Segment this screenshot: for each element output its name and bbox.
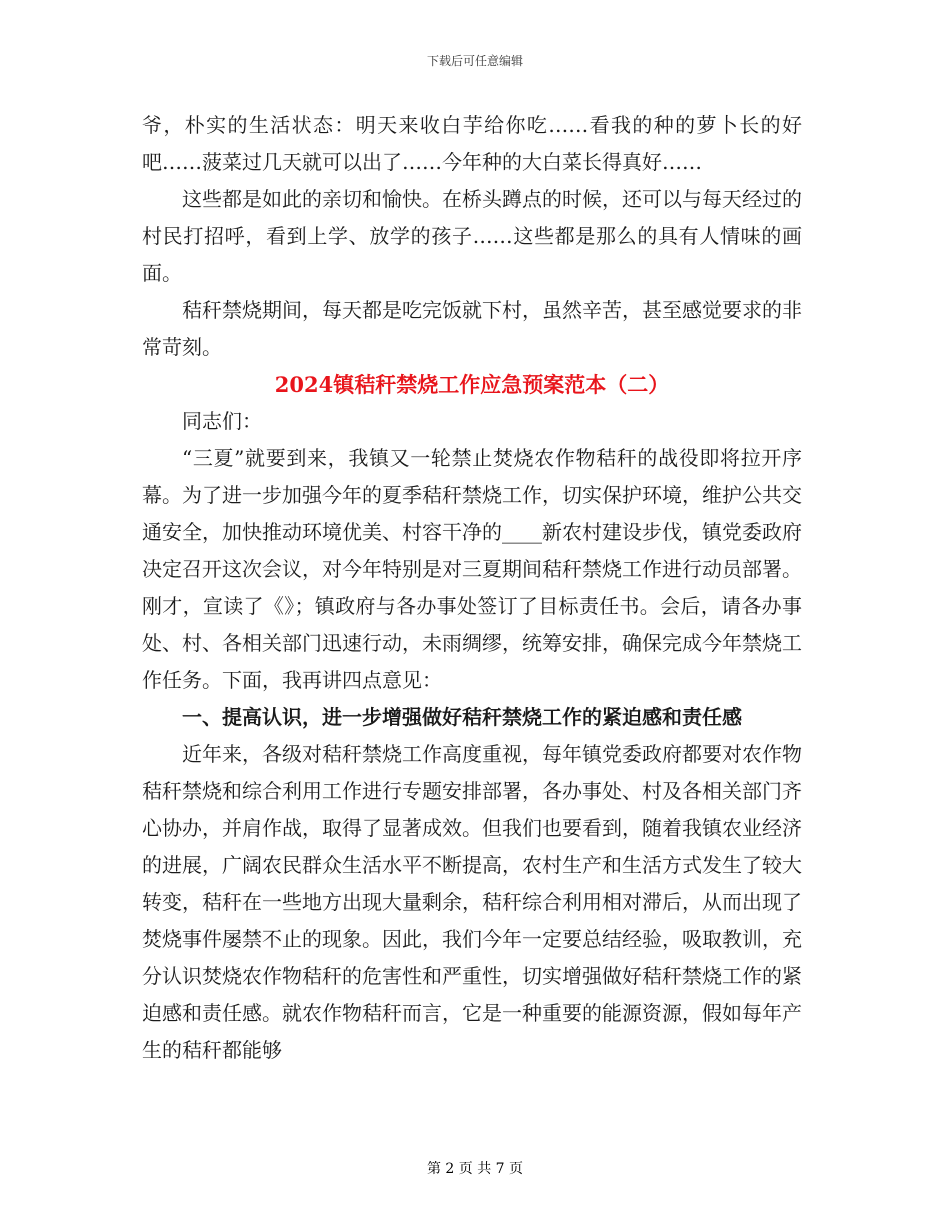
document-title: 2024镇秸秆禁烧工作应急预案范本（二）	[274, 372, 670, 397]
paragraph-friendly: 这些都是如此的亲切和愉快。在桥头蹲点的时候，还可以与每天经过的村民打招呼，看到上学、放学的孩子……这些都是那么的具有人情味的画面。	[142, 187, 802, 285]
section-heading-1: 一、提高认识，进一步增强做好秸秆禁烧工作的紧迫感和责任感	[182, 705, 742, 729]
document-body	[142, 107, 802, 1069]
paragraph-intro-continuation: 爷，朴实的生活状态：明天来收白芋给你吃……看我的种的萝卜长的好吧……菠菜过几天就可以出了……今年种的大白菜长得真好……	[142, 113, 802, 174]
page-header: 下载后可任意编辑	[426, 54, 523, 68]
paragraph-recent-years: 近年来，各级对秸秆禁烧工作高度重视，每年镇党委政府都要对农作物秸秆禁烧和综合利用工作进行专题安排部署，各办事处、村及各相关部门齐心协办，并肩作战，取得了显著成效。但我们也要看到，随着我镇农业经济的进展，广阔农民群众生活水平不断提高，农村生产和生活方式发生了较大转变，秸秆在一些地方出现大量剩余，秸秆综合利用相对滞后，从而出现了焚烧事件屡禁不止的现象。因此，我们今年一定要总结经验，吸取教训，充分认识焚烧农作物秸秆的危害性和严重性，切实增强做好秸秆禁烧工作的紧迫感和责任感。就农作物秸秆而言，它是一种重要的能源资源，假如每年产生的秸秆都能够	[142, 742, 802, 1062]
page-footer: 第 2 页 共 7 页	[426, 1161, 524, 1177]
salutation: 同志们：	[182, 409, 262, 433]
paragraph-sanxia: “三夏”就要到来，我镇又一轮禁止焚烧农作物秸秆的战役即将拉开序幕。为了进一步加强今年的夏季秸秆禁烧工作，切实保护环境，维护公共交通安全，加快推动环境优美、村容干净的____新农村建设步伐，镇党委政府决定召开这次会议，对今年特别是对三夏期间秸秆禁烧工作进行动员部署。刚才，宣读了《》；镇政府与各办事处签订了目标责任书。会后，请各办事处、村、各相关部门迅速行动，未雨绸缪，统筹安排，确保完成今年禁烧工作任务。下面，我再讲四点意见：	[142, 446, 802, 692]
paragraph-burning-period: 秸秆禁烧期间，每天都是吃完饭就下村，虽然辛苦，甚至感觉要求的非常苛刻。	[142, 298, 802, 359]
